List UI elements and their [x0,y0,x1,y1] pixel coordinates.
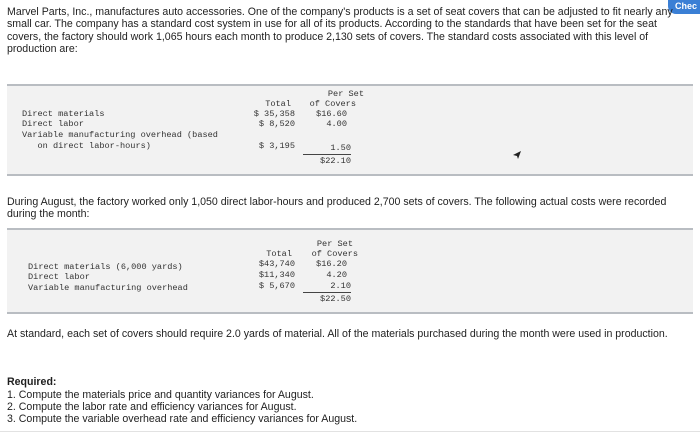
requirement-item: 3. Compute the variable overhead rate and efficiency variances for August. [7,413,358,425]
row-label: Direct labor [28,272,90,282]
row-per-set: $16.20 [316,259,347,269]
requirement-item: 1. Compute the materials price and quantity variances for August. [7,389,314,401]
sum-per-set: $22.10 [320,156,351,166]
table-top-rule [7,228,693,230]
row-per-set: $16.60 [316,109,347,119]
header-of-covers: of Covers [309,99,356,109]
row-label: Direct materials [22,109,105,119]
row-total: $11,340 [258,270,295,280]
table-top-rule [7,84,693,86]
required-heading: Required: [7,376,57,388]
standard-cost-table [7,84,693,176]
row-per-set: 1.50 [303,143,351,155]
row-total: $ 35,358 [253,109,295,119]
mouse-cursor-icon [512,150,522,160]
august-paragraph: During August, the factory worked only 1,050 direct labor-hours and produced 2,700 sets of covers. The following actual costs were recorded during the month: [7,196,667,221]
standard-note: At standard, each set of covers should require 2.0 yards of material. All of the materials purchased during the month were used in production. [7,328,668,340]
row-label: Variable manufacturing overhead [28,283,188,293]
header-of-covers: of Covers [311,249,358,259]
header-total: Total [265,99,291,109]
row-total: $ 5,670 [258,281,295,291]
header-per-set: Per Set [327,89,364,99]
table-bottom-rule [7,312,693,314]
intro-paragraph: Marvel Parts, Inc., manufactures auto accessories. One of the company's products is a set of seat covers that can be adjusted to fit nearly any small car. The company has a standard cost system in use for all of its products. According to the standards that have been set for the seat covers, the factory should work 1,065 hours each month to produce 2,130 sets of covers. The standard costs associated with this level of production are: [7,6,673,56]
header-total: Total [266,249,292,259]
row-total: $43,740 [258,259,295,269]
table-bottom-rule [7,174,693,176]
row-total: $ 3,195 [258,141,295,151]
row-per-set: 4.20 [326,270,347,280]
row-label: Direct labor [22,119,84,129]
row-per-set: 4.00 [326,119,347,129]
row-label: Variable manufacturing overhead (based [22,130,218,140]
bottom-divider [0,431,700,432]
actual-cost-table [7,228,693,314]
requirement-item: 2. Compute the labor rate and efficiency variances for August. [7,401,297,413]
row-label: on direct labor-hours) [22,141,151,151]
row-label: Direct materials (6,000 yards) [28,262,183,272]
sum-per-set: $22.50 [320,294,351,304]
row-total: $ 8,520 [258,119,295,129]
row-per-set: 2.10 [303,281,351,293]
header-per-set: Per Set [316,239,353,249]
check-button[interactable]: Chec [668,0,700,14]
